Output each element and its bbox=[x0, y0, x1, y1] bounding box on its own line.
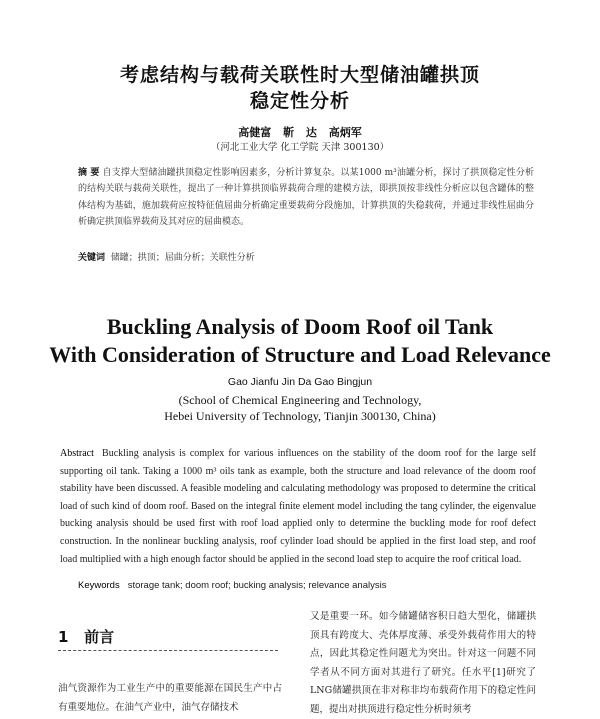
chinese-keywords-text: 储罐；拱顶；屈曲分析；关联性分析 bbox=[110, 253, 255, 263]
chinese-keywords-label: 关键词 bbox=[78, 253, 106, 263]
chinese-affiliation: （河北工业大学 化工学院 天津 300130） bbox=[210, 142, 390, 153]
chinese-abstract-label: 摘 要 bbox=[78, 168, 100, 178]
section-number: 1 bbox=[58, 628, 69, 646]
english-title-line-1: Buckling Analysis of Doom Roof oil Tank bbox=[106, 314, 494, 339]
section-title: 前言 bbox=[84, 628, 115, 646]
english-abstract-text: Buckling analysis is complex for various influences on the stability of the doom roof for the large self supporting oil tank. Taking a 1000 m³ oils tank as example, both the structure and load relevance of the doom roof stability have been discussed. A feasible modeling and calculating methodology was proposed to determine the critical load of such kind of doom roof. Based on the integral finite element model including the tang cylinder, the eigenvalue bucking analysis should be used first with roof load applied only to determine the buckling mode for roof defect construction. In the nonlinear buckling analysis, roof cylinder load should be applied in the first load step, and roof load multiplied with a high enough factor should be applied in the second load step to acquire the roof critical load. bbox=[60, 448, 536, 565]
english-keywords-label: Keywords bbox=[78, 580, 120, 591]
body-right-column: 又是重要一环。如今储罐储容积日趋大型化，储罐拱顶具有跨度大、壳体厚度薄、承受外载荷作用大的特点，因此其稳定性问题尤为突出。针对这一问题不同学者从不同方面对其进行了研究。任水平[1]研究了LNG储罐拱顶在非对称非均布载荷作用下的稳定性问题，提出对拱顶进行稳定性分析时须考 bbox=[310, 611, 536, 715]
english-title-line-2: With Consideration of Structure and Load Relevance bbox=[49, 342, 551, 367]
english-keywords bbox=[78, 580, 386, 591]
chinese-abstract-text: 自支撑大型储油罐拱顶稳定性影响因素多，分析计算复杂。以某1000 m³油罐分析，探讨了拱顶稳定性分析的结构关联与载荷关联性，提出了一种计算拱顶临界载荷合理的建模方法，即拱顶按非线性分析应以包含罐体的整体结构为基础，施加载荷应按特征值屈曲分析确定重要载荷分段施加，计算拱顶的失稳载荷，并通过非线性屈曲分析确定拱顶临界载荷及其对应的屈曲模态。 bbox=[78, 168, 534, 228]
section-divider bbox=[58, 650, 278, 651]
section-heading bbox=[58, 626, 114, 647]
english-affiliation-line-1: (School of Chemical Engineering and Technology, bbox=[178, 393, 422, 407]
chinese-authors: 高健富 靳 达 高炳军 bbox=[238, 126, 362, 139]
chinese-keywords bbox=[78, 250, 534, 266]
english-abstract-label: Abstract bbox=[60, 448, 94, 459]
english-abstract bbox=[60, 445, 536, 568]
body-left-column: 油气资源作为工业生产中的重要能源在国民生产中占有重要地位。在油气产业中，油气存储技术 bbox=[58, 683, 282, 713]
chinese-abstract bbox=[78, 165, 534, 231]
english-keywords-text: storage tank; doom roof; bucking analysis; relevance analysis bbox=[127, 580, 387, 591]
english-affiliation-line-2: Hebei University of Technology, Tianjin 300130, China) bbox=[164, 409, 436, 423]
chinese-title-line-1: 考虑结构与载荷关联性时大型储油罐拱顶 bbox=[119, 64, 480, 86]
chinese-title-line-2: 稳定性分析 bbox=[249, 90, 350, 112]
english-authors: Gao Jianfu Jin Da Gao Bingjun bbox=[227, 376, 373, 388]
